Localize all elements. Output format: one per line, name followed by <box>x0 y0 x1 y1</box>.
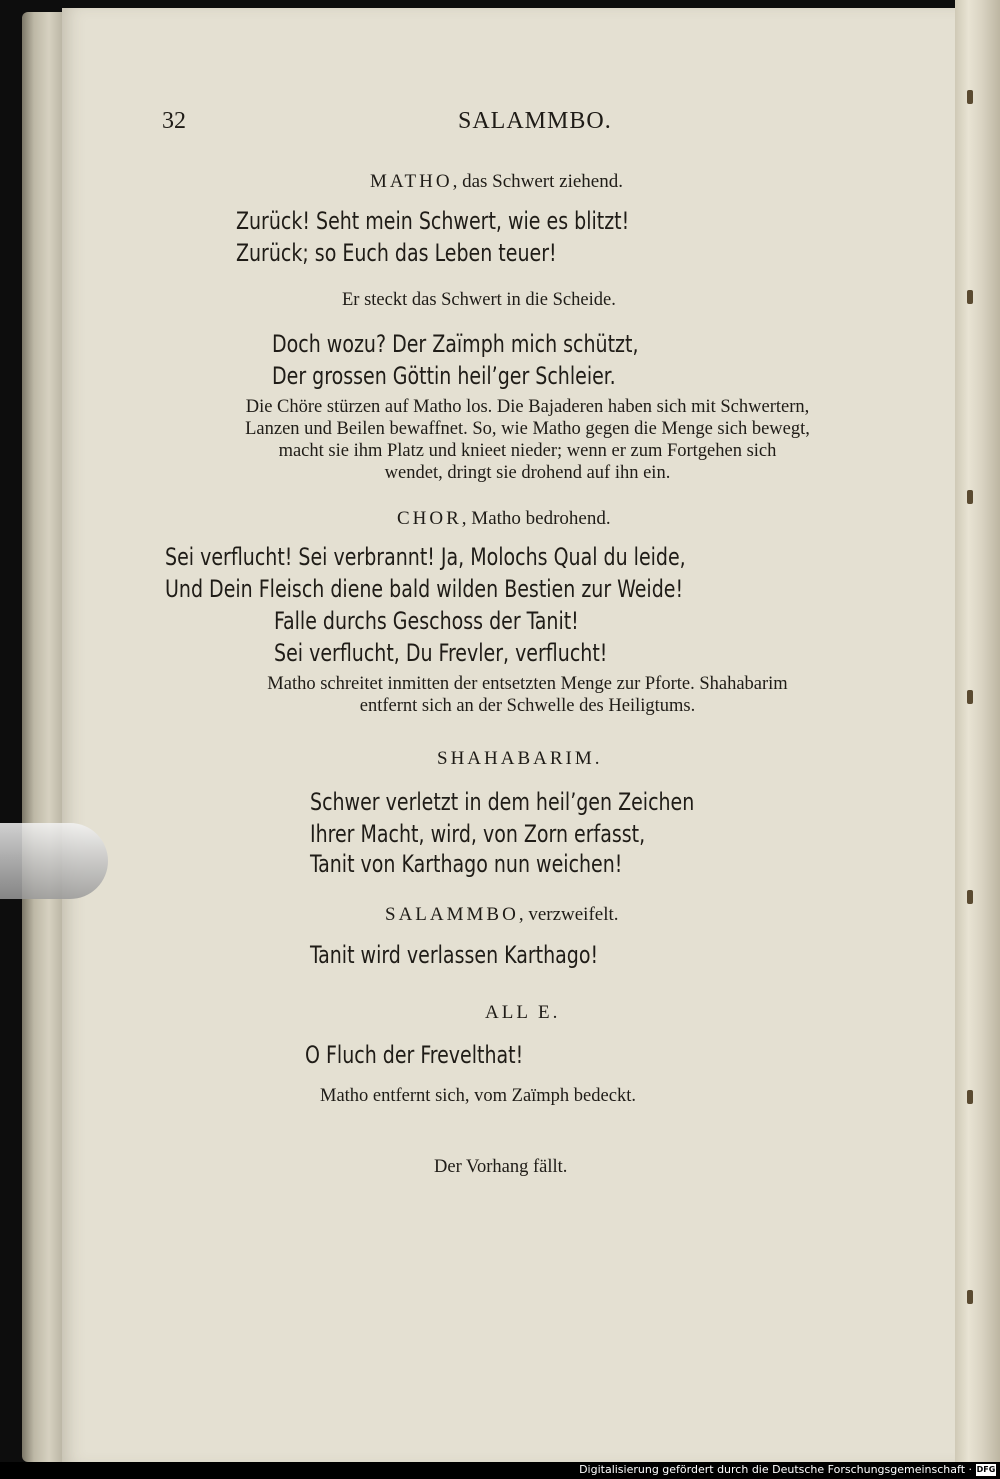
speaker-direction: , Matho bedrohend. <box>461 508 611 529</box>
stage-line: wendet, dringt sie drohend auf ihn ein. <box>384 463 671 483</box>
speaker-heading <box>370 171 623 193</box>
verse-line: Sei verflucht! Sei verbrannt! Ja, Molochs Qual du leide, <box>165 543 686 571</box>
binding-thread <box>967 90 973 104</box>
dfg-logo: DFG <box>976 1465 996 1474</box>
verse-line: Falle durchs Geschoss der Tanit! <box>274 607 579 635</box>
verse-line: Tanit wird verlassen Karthago! <box>310 941 599 969</box>
verse-line: Tanit von Karthago nun weichen! <box>310 850 623 878</box>
binding-thread <box>967 290 973 304</box>
speaker-heading <box>397 508 611 530</box>
verse-line: Zurück! Seht mein Schwert, wie es blitzt! <box>236 207 630 235</box>
speaker-direction: , das Schwert ziehend. <box>452 171 623 192</box>
page-number: 32 <box>162 108 186 134</box>
stage-line: Matho schreitet inmitten der entsetzten Menge zur Pforte. Shahabarim <box>267 674 788 694</box>
stage-direction: Der Vorhang fällt. <box>434 1157 568 1177</box>
binding-thread <box>967 490 973 504</box>
stage-direction-block <box>165 396 890 484</box>
verse-line: Und Dein Fleisch diene bald wilden Bestien zur Weide! <box>165 575 684 603</box>
speaker-heading <box>385 904 619 926</box>
binding-thread <box>967 1090 973 1104</box>
verse-line: Zurück; so Euch das Leben teuer! <box>236 239 557 267</box>
speaker-name: SHAHABARIM. <box>437 748 603 769</box>
verse-line: Der grossen Göttin heil’ger Schleier. <box>272 362 616 390</box>
stage-line: entfernt sich an der Schwelle des Heiligtums. <box>359 696 696 716</box>
book-gutter <box>955 0 1000 1462</box>
running-title: SALAMMBO. <box>458 108 612 134</box>
footer-bar <box>0 1462 1000 1479</box>
verse-line: Ihrer Macht, wird, von Zorn erfasst, <box>310 820 646 848</box>
stage-line: Die Chöre stürzen auf Matho los. Die Bajaderen haben sich mit Schwertern, <box>245 397 810 417</box>
page-clip-tab <box>0 823 108 899</box>
binding-thread <box>967 890 973 904</box>
binding-thread <box>967 1290 973 1304</box>
stage-direction: Matho entfernt sich, vom Zaïmph bedeckt. <box>320 1086 636 1106</box>
stage-direction: Er steckt das Schwert in die Scheide. <box>342 290 616 310</box>
verse-line: Schwer verletzt in dem heil’gen Zeichen <box>310 788 695 816</box>
speaker-name: ALL E. <box>485 1002 561 1023</box>
binding-thread <box>967 690 973 704</box>
stage-line: macht sie ihm Platz und knieet nieder; wenn er zum Fortgehen sich <box>278 441 777 461</box>
verse-line: Sei verflucht, Du Frevler, verflucht! <box>274 639 608 667</box>
stage-line: Lanzen und Beilen bewaffnet. So, wie Matho gegen die Menge sich bewegt, <box>245 419 810 439</box>
speaker-name: SALAMMBO <box>385 904 519 925</box>
stage-direction-block <box>165 673 890 717</box>
speaker-name: MATHO <box>370 171 453 192</box>
speaker-direction: , verzweifelt. <box>518 904 619 925</box>
verse-line: O Fluch der Frevelthat! <box>305 1041 524 1069</box>
footer-credit: Digitalisierung gefördert durch die Deutsche Forschungsgemeinschaft · <box>579 1463 972 1476</box>
speaker-name: CHOR <box>397 508 462 529</box>
verse-line: Doch wozu? Der Zaïmph mich schützt, <box>272 330 639 358</box>
